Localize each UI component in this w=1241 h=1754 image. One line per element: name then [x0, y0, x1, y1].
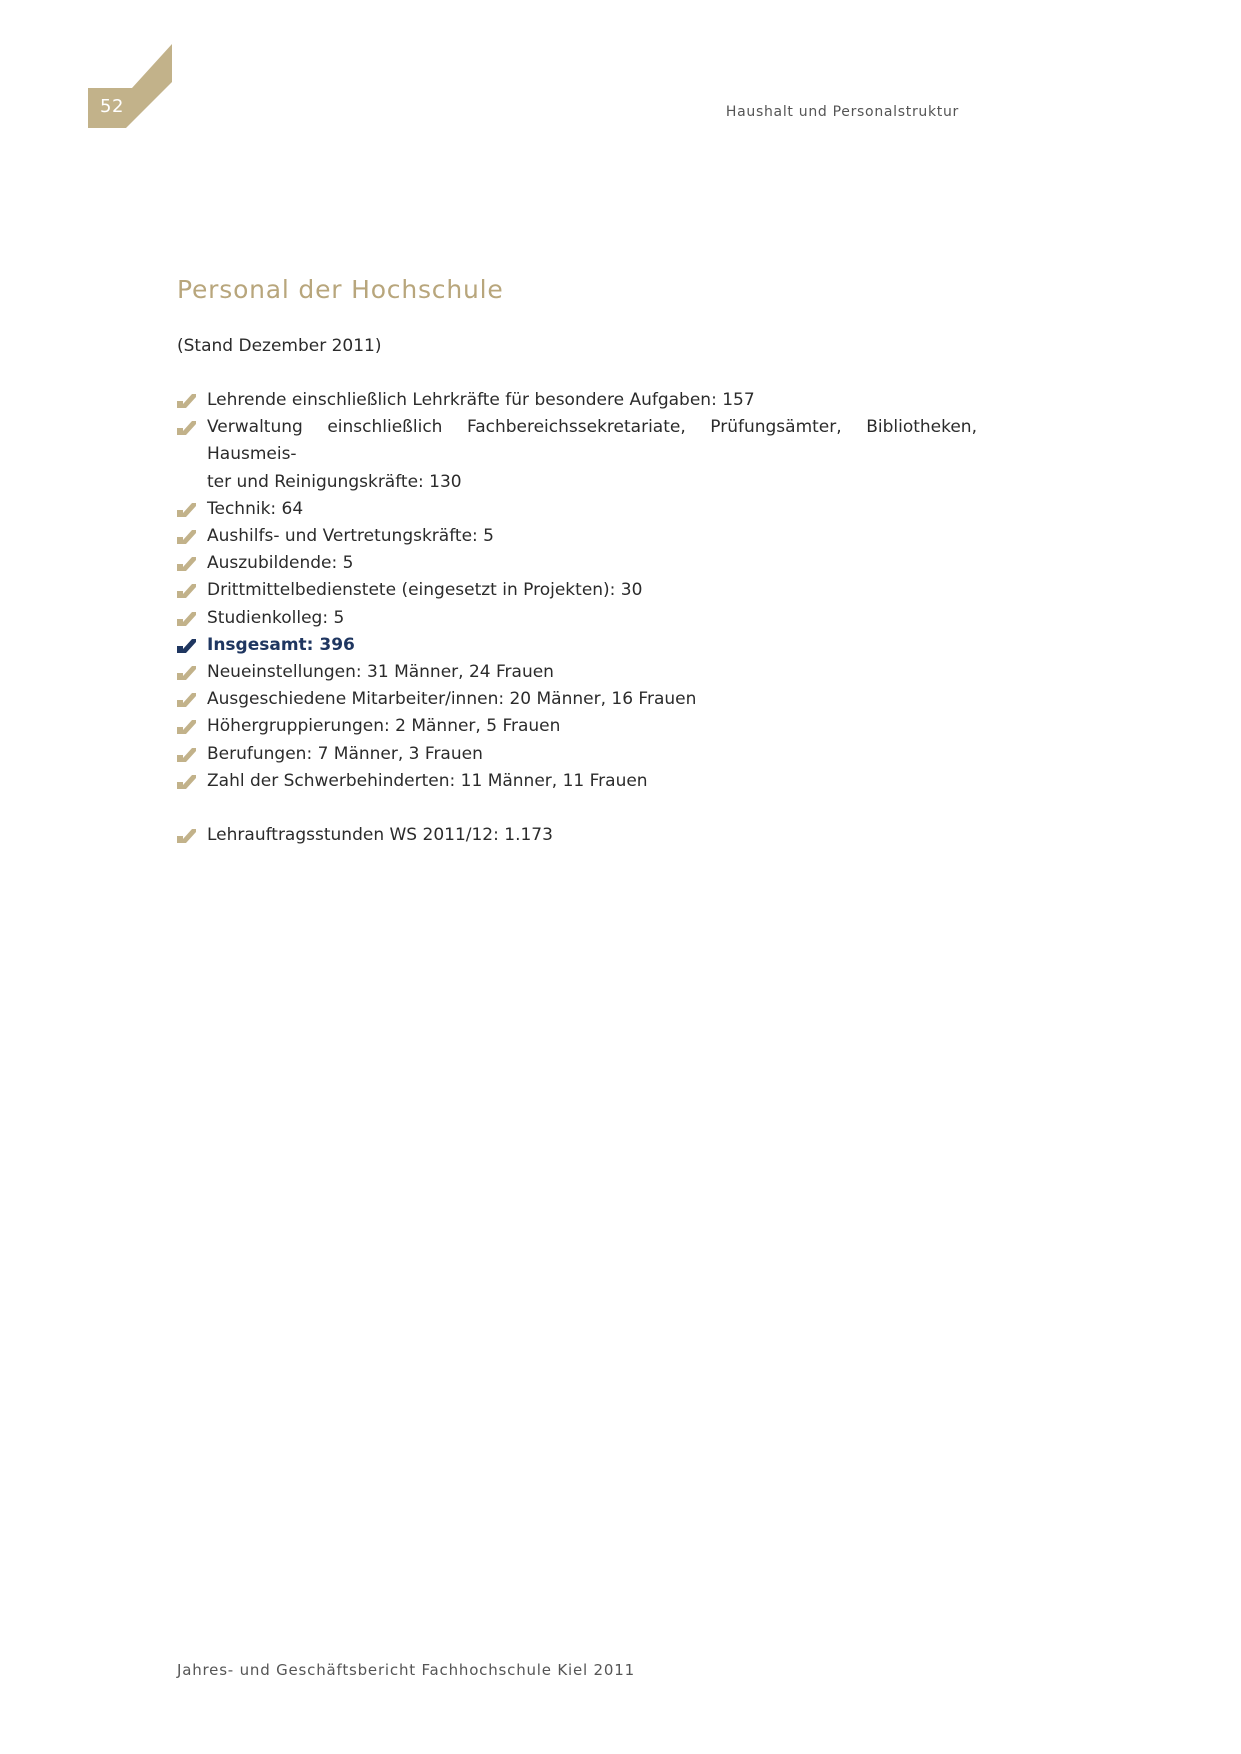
- page-number: 52: [100, 96, 124, 117]
- list-item-text: Lehrende einschließlich Lehrkräfte für besondere Aufgaben: 157: [207, 390, 755, 410]
- check-bullet-icon: [177, 666, 196, 680]
- list-item: [177, 577, 977, 604]
- list-item: [177, 523, 977, 550]
- staff-list: [177, 387, 977, 659]
- list-item: [177, 686, 977, 713]
- list-item-text: Neueinstellungen: 31 Männer, 24 Frauen: [207, 662, 554, 682]
- list-item-text: Technik: 64: [207, 498, 304, 519]
- list-item: [177, 741, 977, 768]
- changes-list: [177, 659, 977, 795]
- section-title: Personal der Hochschule: [177, 275, 504, 304]
- check-bullet-icon: [177, 748, 196, 762]
- check-bullet-icon: [177, 503, 196, 517]
- list-item-text-line1: Verwaltung einschließlich Fachbereichssekretariate, Prüfungsämter, Bibliotheken, Hausmeis-: [207, 417, 977, 465]
- check-bullet-icon: [177, 557, 196, 571]
- check-bullet-icon: [177, 421, 196, 435]
- list-item: [177, 387, 977, 414]
- list-item: [177, 768, 977, 795]
- list-item-text: Höhergruppierungen: 2 Männer, 5 Frauen: [207, 716, 561, 737]
- list-item-text: Lehrauftragsstunden WS 2011/12: 1.173: [207, 825, 553, 845]
- check-bullet-icon: [177, 639, 196, 653]
- list-item-text: Berufungen: 7 Männer, 3 Frauen: [207, 743, 483, 764]
- list-item-text: Studienkolleg: 5: [207, 607, 345, 628]
- list-item: [177, 496, 977, 523]
- page-footer: Jahres- und Geschäftsbericht Fachhochschule Kiel 2011: [177, 1661, 635, 1679]
- list-item-text: Zahl der Schwerbehinderten: 11 Männer, 11 Frauen: [207, 770, 648, 791]
- list-item: [177, 550, 977, 577]
- total-text: Insgesamt: 396: [207, 634, 355, 655]
- hours-list: [177, 822, 977, 849]
- check-bullet-icon: [177, 394, 196, 408]
- check-bullet-icon: [177, 530, 196, 544]
- list-item: [177, 822, 977, 849]
- check-bullet-icon: [177, 584, 196, 598]
- list-item-text: Auszubildende: 5: [207, 553, 354, 574]
- list-item-text: Drittmittelbedienstete (eingesetzt in Projekten): 30: [207, 580, 643, 601]
- stand-date: (Stand Dezember 2011): [177, 336, 382, 356]
- check-bullet-icon: [177, 720, 196, 734]
- list-item-text-line2: ter und Reinigungskräfte: 130: [207, 471, 462, 492]
- list-item-text: Aushilfs- und Vertretungskräfte: 5: [207, 526, 494, 547]
- check-bullet-icon: [177, 693, 196, 707]
- list-item: [177, 605, 977, 632]
- check-bullet-icon: [177, 612, 196, 626]
- running-head: Haushalt und Personalstruktur: [725, 104, 959, 120]
- check-bullet-icon: [177, 775, 196, 789]
- list-item-total: [177, 632, 977, 659]
- list-item: [177, 659, 977, 686]
- list-item-text: Ausgeschiedene Mitarbeiter/innen: 20 Männer, 16 Frauen: [207, 689, 697, 710]
- list-item: [177, 414, 977, 496]
- list-item: [177, 713, 977, 740]
- check-bullet-icon: [177, 829, 196, 843]
